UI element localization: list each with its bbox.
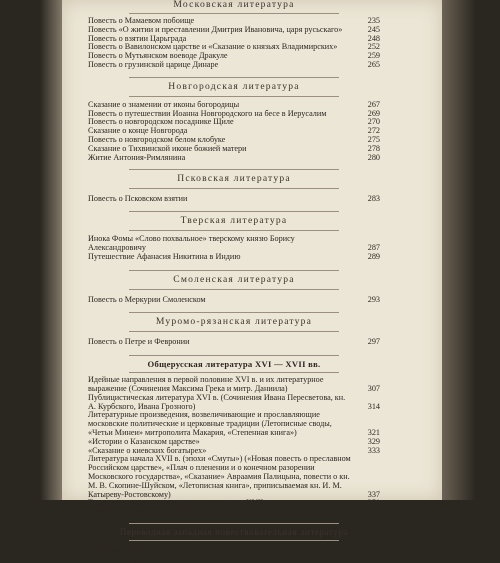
toc-entry: Повесть о грузинской царице Динаре 265 [88,59,380,69]
toc-entry: Повесть о Меркурии Смоленском 293 [88,294,380,304]
toc-entry: Литература начала XVII в. (эпохи «Смуты») («Новая повесть о преславном Российском царстве», «Плач о пленении и о конечном разорении Московского государства», «Сказание» Авраамия Палицына, повести о кн. М. В. Скопине-Шуйском, «Летописная книга», приписываемая кн. И. М. Катыреву-Ростовскому) 337 [88,454,380,499]
section-heading-pskov: Псковская литература [177,173,291,185]
toc-entry: Повесть о взятии Царьграда 248 [88,33,380,43]
section-heading-tver: Тверская литература [180,215,288,227]
toc-entry: Сказание о Тихвинской иконе божией матери 278 [88,143,380,153]
section-heading-moscow: Московская литература [173,0,295,10]
section-rule [129,540,339,541]
section-rule [129,77,339,78]
section-heading-smolensk: Смоленская литература [173,273,295,285]
toc-entry: Сказание о знамении от иконы богородицы 267 [88,99,380,109]
section-rule [129,523,339,524]
section-rule [129,211,339,212]
book-edge-shadow [440,0,500,500]
toc-entry: Повесть «О житии и преставлении Дмитрия Ивановича, царя русьскаго» 245 [88,24,380,34]
section-rule [129,270,339,271]
toc-entry: Повесть о Мутьянском воеводе Дракуле 259 [88,51,380,61]
toc-entry: «Повесть о Дракуле» 367 [88,553,380,563]
toc-entry: Повесть о Петре и Февронии 297 [88,337,380,347]
section-rule [129,312,339,313]
toc-entry: «Истории о Казанском царстве» 329 [88,436,380,446]
section-rule [129,355,339,356]
toc-entry: Повесть о новгородском посаднике Щиле 270 [88,117,380,127]
toc-entry: Повесть о Мамаевом побоище 235 [88,16,380,25]
toc-entry: Путешествие Афанасия Никитина в Индию 289 [88,251,380,261]
book-gutter-shadow [40,0,64,500]
section-rule [129,372,339,373]
period-heading: Общерусская литература XVI — XVII вв. [147,359,321,370]
toc-entry: Повесть о путешествии Иоанна Новгородского на бесе в Иерусалим 269 [88,108,380,118]
toc-entry: Повесть о Псковском взятии 283 [88,194,380,204]
section-rule [129,289,339,290]
toc-entry: Повесть о Вавилонском царстве и «Сказание о князьях Владимирских» 252 [88,42,380,52]
toc-entry: Идейные направления в первой половине XVI в. и их литературное выражение (Сочинения Максима Грека и митр. Даниила) 307 [88,375,380,393]
toc-entry: Инока Фомы «Слово похвальное» тверскому князю Борису Александровичу 287 [88,234,380,252]
section-rule [129,96,339,97]
toc-entry: Житие Антония-Римлянина 280 [88,152,380,162]
toc-entry: Житие Юлиании Лазаревской 355 [88,507,380,517]
toc-entry: Традиции и новизна в культуре и литературе XVII в. 351 [88,498,380,508]
toc-entry: Сказание о конце Новгорода 272 [88,126,380,136]
book-page [62,0,442,563]
toc-entry: «Сказание о киевских богатырех» 333 [88,445,380,455]
section-rule [129,230,339,231]
toc-entry: «Великое Зерцало» 363 [88,544,380,554]
section-rule [129,188,339,189]
section-heading-novgorod: Новгородская литература [168,80,300,92]
section-rule [129,13,339,14]
section-rule [129,169,339,170]
section-heading-translated: Переводная западная повествовательная литература [119,526,349,537]
section-heading-murom-ryazan: Муромо-рязанская литература [155,316,313,328]
toc-entry: Публицистическая литература XVI в. (Сочинения Ивана Пересветова, кн. А. Курбского, Ивана Грозного) 314 [88,392,380,411]
toc-entry: Литературные произведения, возвеличивающие и прославляющие московские политические и церковные традиции (Летописные своды, «Четьи Минеи» митрополита Макария, «Степенная книга») 321 [88,410,380,437]
table-of-contents [88,0,380,563]
toc-entry: Повесть о новгородском белом клобуке 275 [88,134,380,144]
section-rule [129,331,339,332]
